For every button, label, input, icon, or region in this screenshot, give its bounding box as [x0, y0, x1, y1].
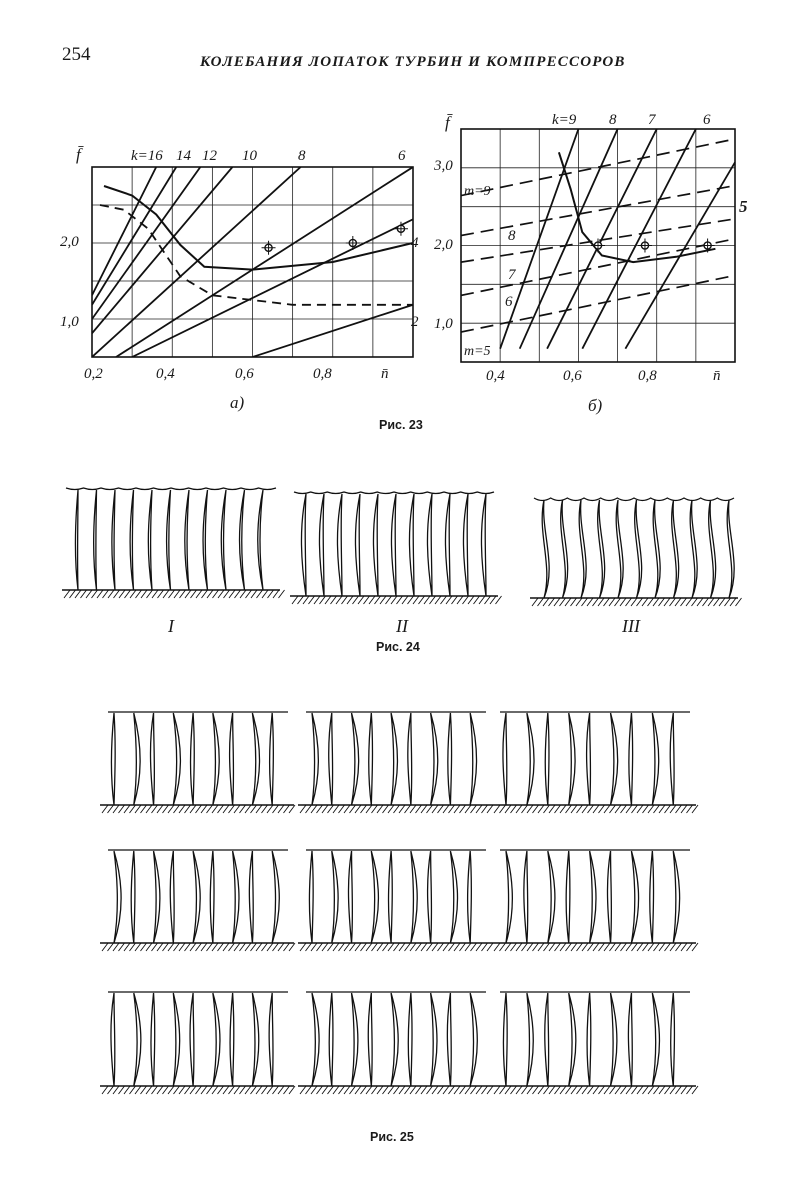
blade	[566, 851, 570, 943]
figure-23-caption: Рис. 23	[379, 418, 423, 432]
blade	[527, 993, 533, 1086]
blade	[548, 851, 555, 943]
blade	[368, 993, 372, 1086]
blade	[329, 713, 333, 805]
fig23b-ytick-2: 2,0	[434, 237, 453, 253]
fig23b-m-label-6: 6	[505, 294, 513, 310]
fig25-blade-panel	[298, 992, 493, 1094]
blade	[611, 713, 618, 805]
blade	[167, 490, 171, 590]
blade	[233, 851, 239, 943]
experimental-point	[638, 239, 652, 253]
fig23b-k-label-5: 5	[739, 197, 748, 216]
fig23a-y-axis-label: f̄	[76, 145, 81, 164]
series-solid-curve-8	[104, 186, 413, 270]
base-hatching	[64, 590, 285, 598]
blade	[210, 851, 214, 943]
blade	[431, 713, 438, 805]
fig24-label-1: I	[168, 616, 174, 636]
blade	[131, 851, 135, 943]
blade	[185, 490, 189, 590]
fig23a-line-label-8: 8	[298, 148, 306, 164]
blade	[221, 490, 226, 590]
fig23a-x-axis-label: n̄	[381, 366, 389, 382]
blade	[114, 851, 121, 943]
blade	[150, 713, 154, 805]
fig23a-line-label-k16: k=16	[131, 148, 163, 164]
blade	[727, 500, 734, 598]
fig25-blade-panel	[100, 992, 295, 1094]
series-k-16-0	[92, 167, 156, 295]
blade	[332, 851, 338, 943]
blade	[671, 993, 675, 1086]
blade	[348, 851, 352, 943]
fig23b-k-label-8: 8	[609, 112, 617, 128]
blade	[653, 500, 660, 598]
blade	[193, 851, 200, 943]
blade	[170, 851, 174, 943]
blade	[301, 494, 306, 596]
blade	[448, 713, 452, 805]
figure-24-caption: Рис. 24	[376, 640, 420, 654]
blade	[329, 993, 333, 1086]
blade	[111, 713, 115, 805]
blade	[652, 993, 659, 1086]
blade	[173, 993, 179, 1086]
fig23b-m-label-9: m=9	[464, 184, 491, 199]
base-hatching	[300, 805, 493, 813]
blade	[450, 851, 457, 943]
blade	[481, 494, 486, 596]
blade	[631, 851, 638, 943]
blade	[148, 490, 152, 590]
blade	[269, 993, 273, 1086]
base-hatching	[494, 1086, 698, 1094]
fig23a-line-label-2: 2	[411, 314, 419, 330]
fig23b-m-label-7: 7	[508, 267, 516, 283]
blade	[391, 993, 398, 1086]
blade	[111, 993, 115, 1086]
experimental-point	[346, 236, 360, 250]
blade	[587, 713, 591, 805]
blade	[391, 494, 396, 596]
blade	[240, 490, 245, 590]
blade	[270, 713, 274, 805]
figure-23b-plot	[461, 129, 735, 362]
blade	[427, 494, 432, 596]
figure-25	[0, 700, 810, 1100]
fig24-blade-row-1	[62, 488, 285, 598]
base-hatching	[102, 943, 295, 951]
series-6-3	[582, 129, 696, 349]
fig23a-line-label-10: 10	[242, 148, 257, 164]
blade	[411, 851, 417, 943]
blade	[569, 993, 576, 1086]
base-hatching	[494, 943, 698, 951]
fig25-blade-panel	[298, 850, 493, 951]
blade	[355, 494, 360, 596]
blade	[635, 500, 642, 598]
experimental-point	[394, 222, 408, 236]
blade	[213, 993, 220, 1086]
blade	[75, 490, 78, 590]
blade	[569, 713, 575, 805]
fig24-blade-row-3	[530, 498, 742, 606]
blade	[391, 713, 397, 805]
fig23b-xtick-1: 0,6	[563, 368, 582, 384]
fig23a-panel-label: а)	[230, 393, 245, 412]
fig23a-line-label-14: 14	[176, 148, 191, 164]
shroud-line	[534, 498, 734, 501]
blade	[709, 500, 716, 598]
blade	[561, 500, 568, 598]
fig23b-k-label-9: k=9	[552, 112, 577, 128]
blade	[587, 993, 591, 1086]
blade	[337, 494, 342, 596]
blade	[611, 993, 617, 1086]
shroud-line	[294, 492, 494, 494]
blade	[503, 993, 507, 1086]
fig24-blade-row-2	[290, 492, 502, 604]
experimental-point	[591, 239, 605, 253]
series-m-9-5	[461, 139, 735, 196]
fig23a-line-label-6: 6	[398, 148, 406, 164]
fig23b-m-label-8: 8	[508, 228, 516, 244]
blade	[371, 851, 378, 943]
figure-25-caption: Рис. 25	[370, 1130, 414, 1144]
series-4-6	[132, 219, 413, 357]
blade	[130, 490, 133, 590]
base-hatching	[532, 598, 742, 606]
blade	[352, 713, 359, 805]
blade	[94, 490, 97, 590]
page-number: 254	[62, 44, 91, 65]
series-8-6	[461, 186, 735, 236]
blade	[408, 993, 412, 1086]
base-hatching	[300, 1086, 493, 1094]
blade	[252, 993, 258, 1086]
series-6-5	[116, 167, 413, 357]
blade	[230, 993, 234, 1086]
fig25-blade-panel	[298, 712, 493, 813]
figure-23	[0, 0, 810, 440]
blade	[190, 713, 194, 805]
blade	[312, 713, 318, 805]
fig23a-line-label-12: 12	[202, 148, 217, 164]
blade	[154, 851, 160, 943]
blade	[542, 500, 549, 598]
fig23a-xtick-0: 0,2	[84, 366, 103, 382]
fig25-blade-panel	[492, 992, 698, 1094]
blade	[249, 851, 253, 943]
blade	[445, 494, 450, 596]
fig24-label-2: II	[396, 616, 408, 636]
blade	[373, 494, 378, 596]
fig23b-ytick-3: 3,0	[434, 158, 453, 174]
fig25-blade-panel	[492, 712, 698, 813]
fig23b-m-label-5: m=5	[464, 344, 491, 359]
blade	[203, 490, 207, 590]
blade	[173, 713, 180, 805]
fig23b-ytick-1: 1,0	[434, 316, 453, 332]
blade	[151, 993, 155, 1086]
blade	[352, 993, 358, 1086]
blade	[309, 851, 313, 943]
blade	[230, 713, 234, 805]
blade	[112, 490, 115, 590]
blade	[629, 713, 633, 805]
blade	[672, 500, 679, 598]
fig23a-xtick-1: 0,4	[156, 366, 175, 382]
running-head: КОЛЕБАНИЯ ЛОПАТОК ТУРБИН И КОМПРЕССОРОВ	[200, 54, 626, 70]
fig23a-line-label-4: 4	[411, 235, 419, 251]
blade	[670, 713, 674, 805]
blade	[319, 494, 324, 596]
base-hatching	[494, 805, 698, 813]
fig23a-xtick-2: 0,6	[235, 366, 254, 382]
blade	[607, 851, 611, 943]
blade	[369, 713, 373, 805]
blade	[463, 494, 468, 596]
blade	[388, 851, 392, 943]
base-hatching	[102, 1086, 295, 1094]
blade	[673, 851, 679, 943]
fig25-blade-panel	[100, 712, 295, 813]
blade	[447, 993, 451, 1086]
fig23b-xtick-2: 0,8	[638, 368, 657, 384]
blade	[524, 851, 528, 943]
fig25-blade-panel	[492, 850, 698, 951]
fig23b-y-axis-label: f̄	[445, 113, 450, 132]
fig23b-x-axis-label: n̄	[713, 368, 721, 384]
blade	[252, 713, 259, 805]
blade	[690, 500, 697, 598]
blade	[503, 713, 507, 805]
fig23b-k-label-7: 7	[648, 112, 656, 128]
fig25-blade-panel	[100, 850, 295, 951]
series-8-4	[92, 167, 301, 357]
base-hatching	[300, 943, 493, 951]
blade	[312, 993, 319, 1086]
blade	[134, 713, 140, 805]
blade	[598, 500, 605, 598]
blade	[258, 490, 263, 590]
blade	[468, 851, 472, 943]
blade	[408, 713, 412, 805]
blade	[616, 500, 623, 598]
blade	[545, 993, 549, 1086]
base-hatching	[292, 596, 502, 604]
fig23b-k-label-6: 6	[703, 112, 711, 128]
shroud-line	[66, 488, 276, 490]
fig23a-ytick-1: 1,0	[60, 314, 79, 330]
figure-23a-plot	[92, 167, 413, 357]
blade	[272, 851, 279, 943]
blade	[506, 851, 512, 943]
blade	[527, 713, 534, 805]
blade	[590, 851, 596, 943]
fig23b-xtick-0: 0,4	[486, 368, 505, 384]
blade	[190, 993, 194, 1086]
blade	[213, 713, 219, 805]
blade	[579, 500, 586, 598]
blade	[134, 993, 141, 1086]
fig23a-ytick-2: 2,0	[60, 234, 79, 250]
blade	[545, 713, 549, 805]
blade	[470, 993, 477, 1086]
fig24-label-3: III	[622, 616, 640, 636]
blade	[428, 851, 432, 943]
fig23b-panel-label: б)	[588, 396, 603, 415]
fig23a-xtick-3: 0,8	[313, 366, 332, 382]
blade	[409, 494, 414, 596]
blade	[470, 713, 476, 805]
blade	[431, 993, 437, 1086]
blade	[628, 993, 632, 1086]
base-hatching	[102, 805, 295, 813]
blade	[652, 713, 658, 805]
blade	[650, 851, 654, 943]
figure-24	[0, 470, 810, 620]
